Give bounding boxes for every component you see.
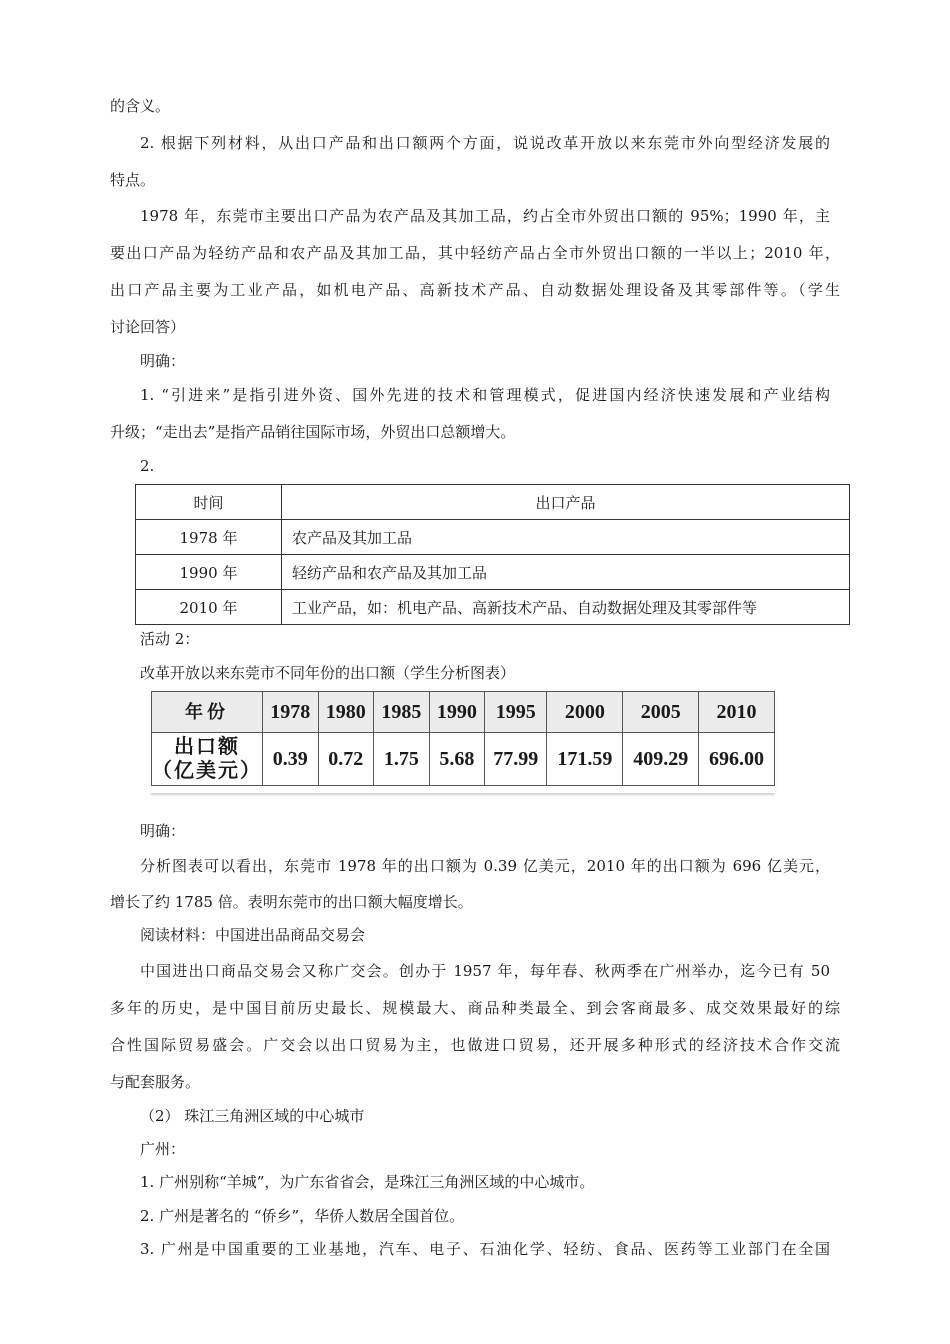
canton-fair-line-2: 多年的历史，是中国目前历史最长、规模最大、商品种类最全、到会客商最多、成交效果最好的综 — [110, 999, 840, 1017]
year-cell: 1980 — [318, 692, 374, 733]
row-products: 工业产品，如：机电产品、高新技术产品、自动数据处理及其零部件等 — [282, 590, 850, 625]
analysis-line-1: 分析图表可以看出，东莞市 1978 年的出口额为 0.39 亿美元，2010 年的出口额为 696 亿美元， — [140, 857, 830, 875]
table-row — [136, 590, 850, 625]
year-cell: 2000 — [547, 692, 623, 733]
value-label-line-2: （亿美元） — [152, 760, 262, 782]
reading-material-heading: 阅读材料：中国进出品商品交易会 — [140, 926, 366, 944]
answer-1-line-1: 1. “引进来”是指引进外资、国外先进的技术和管理模式，促进国内经济快速发展和产业结构 — [140, 386, 830, 404]
value-label-line-1: 出口额 — [174, 736, 240, 758]
guangzhou-point-3: 3. 广州是中国重要的工业基地，汽车、电子、石油化学、轻纺、食品、医药等工业部门在全国 — [140, 1240, 830, 1258]
year-cell: 1990 — [429, 692, 485, 733]
answer-heading-2: 明确： — [140, 822, 186, 840]
answer-heading-1: 明确： — [140, 352, 186, 370]
value-cell: 171.59 — [547, 733, 623, 786]
row-products: 农产品及其加工品 — [282, 520, 850, 555]
question-2-line-2: 特点。 — [110, 171, 156, 189]
value-cell: 409.29 — [623, 733, 699, 786]
row-year: 1978 年 — [136, 520, 282, 555]
row-year: 1990 年 — [136, 555, 282, 590]
header-products: 出口产品 — [282, 485, 850, 520]
chart-caption: 改革开放以来东莞市不同年份的出口额（学生分析图表） — [140, 664, 516, 682]
canton-fair-line-4: 与配套服务。 — [110, 1073, 201, 1091]
year-row — [152, 692, 775, 733]
activity-2-heading: 活动 2： — [140, 630, 200, 648]
value-cell: 1.75 — [374, 733, 430, 786]
export-products-table — [135, 484, 850, 625]
row-products: 轻纺产品和农产品及其加工品 — [282, 555, 850, 590]
guangzhou-point-1: 1. 广州别称“羊城”，为广东省省会，是珠江三角洲区域的中心城市。 — [140, 1173, 595, 1191]
canton-fair-line-1: 中国进出口商品交易会又称广交会。创办于 1957 年，每年春、秋两季在广州举办，迄今已有 50 — [140, 962, 830, 980]
header-time: 时间 — [136, 485, 282, 520]
value-label — [152, 733, 263, 786]
value-cell: 77.99 — [485, 733, 547, 786]
row-year: 2010 年 — [136, 590, 282, 625]
value-cell: 5.68 — [429, 733, 485, 786]
canton-fair-line-3: 合性国际贸易盛会。广交会以出口贸易为主，也做进口贸易，还开展多种形式的经济技术合作交流 — [110, 1036, 840, 1054]
material-line-2: 要出口产品为轻纺产品和农产品及其加工品，其中轻纺产品占全市外贸出口额的一半以上；2010 年， — [110, 244, 840, 262]
year-label: 年份 — [152, 692, 263, 733]
value-cell: 696.00 — [699, 733, 775, 786]
guangzhou-heading: 广州： — [140, 1140, 186, 1158]
table-row — [136, 520, 850, 555]
guangzhou-point-2: 2. 广州是著名的 “侨乡”，华侨人数居全国首位。 — [140, 1207, 465, 1225]
year-cell: 1995 — [485, 692, 547, 733]
table-row — [136, 555, 850, 590]
paragraph-continuation: 的含义。 — [110, 97, 171, 115]
analysis-line-2: 增长了约 1785 倍。表明东莞市的出口额大幅度增长。 — [110, 893, 473, 911]
material-line-3: 出口产品主要为工业产品，如机电产品、高新技术产品、自动数据处理设备及其零部件等。（学生 — [110, 281, 840, 299]
year-cell: 1978 — [263, 692, 319, 733]
export-value-table — [151, 691, 775, 786]
question-2-line-1: 2. 根据下列材料，从出口产品和出口额两个方面，说说改革开放以来东莞市外向型经济发展的 — [140, 134, 830, 152]
year-cell: 1985 — [374, 692, 430, 733]
table-header-row — [136, 485, 850, 520]
year-cell: 2005 — [623, 692, 699, 733]
value-cell: 0.72 — [318, 733, 374, 786]
material-line-1: 1978 年，东莞市主要出口产品为农产品及其加工品，约占全市外贸出口额的 95%；1990 年，主 — [140, 207, 830, 225]
year-cell: 2010 — [699, 692, 775, 733]
answer-2-number: 2. — [140, 457, 155, 475]
material-line-4: 讨论回答） — [110, 318, 186, 336]
value-cell: 0.39 — [263, 733, 319, 786]
section-heading: （2） 珠江三角洲区域的中心城市 — [140, 1107, 365, 1125]
value-row — [152, 733, 775, 786]
answer-1-line-2: 升级；“走出去”是指产品销往国际市场，外贸出口总额增大。 — [110, 423, 516, 441]
export-value-table-image — [150, 691, 776, 793]
